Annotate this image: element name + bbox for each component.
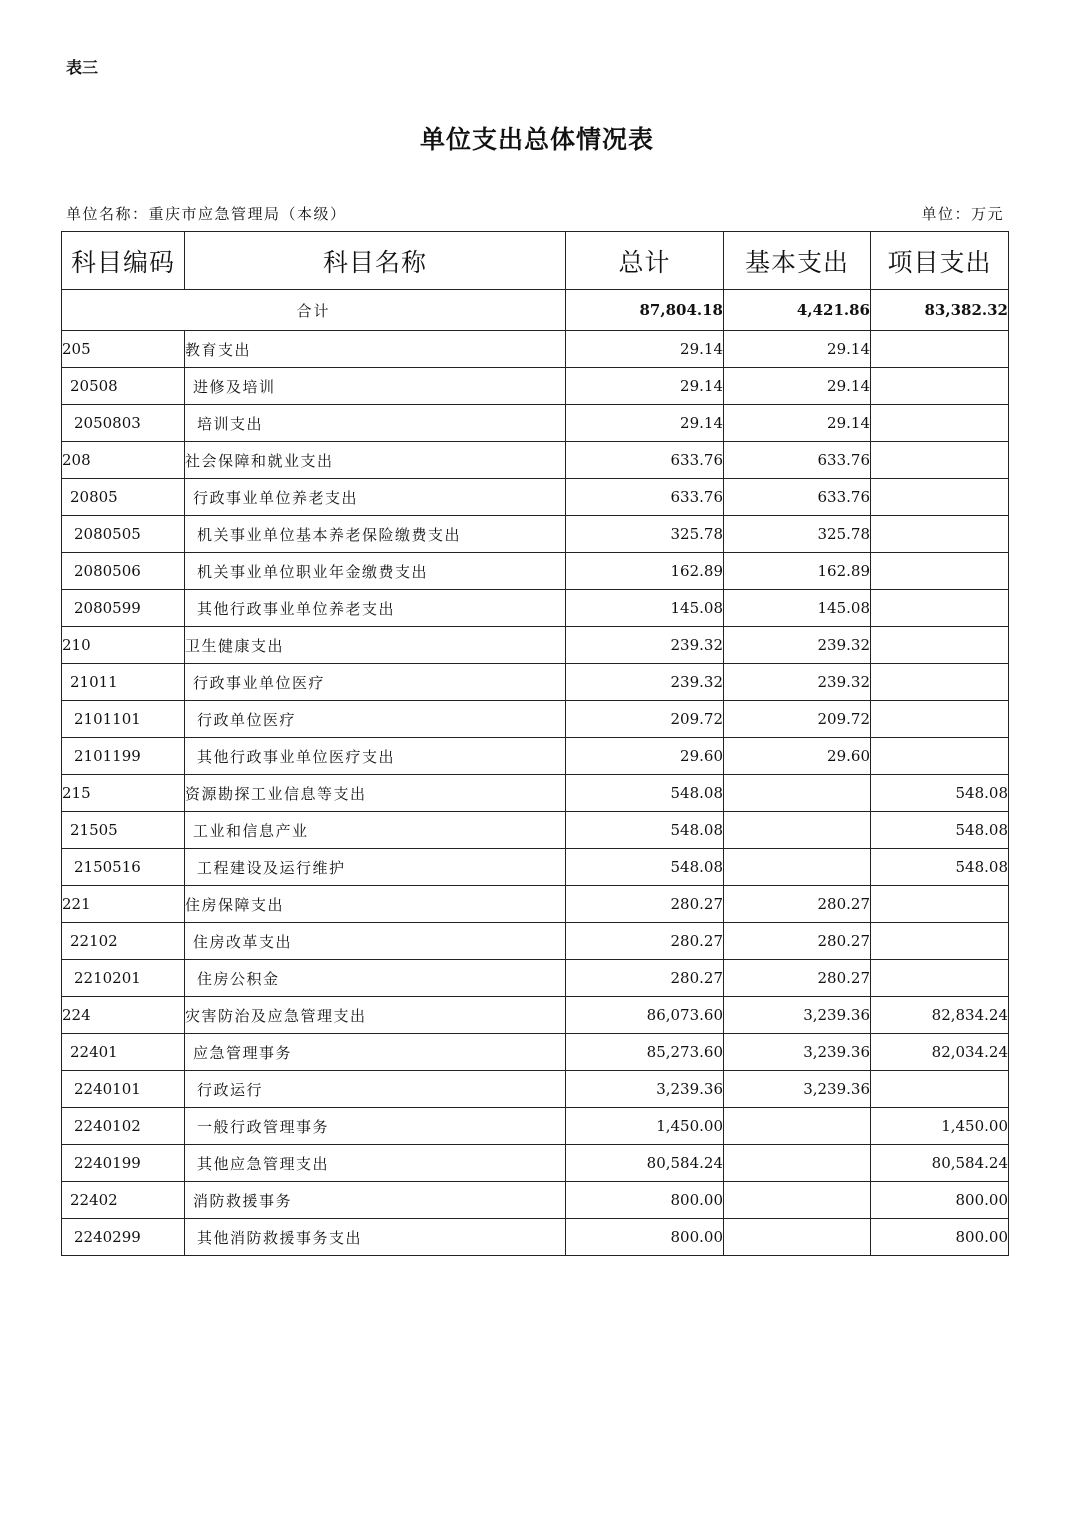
table-row [62,886,1009,923]
row-total: 548.08 [566,849,724,886]
table-row [62,738,1009,775]
row-total: 548.08 [566,812,724,849]
total-row [62,290,1009,331]
row-code: 221 [62,886,185,923]
row-total: 633.76 [566,479,724,516]
row-name: 应急管理事务 [185,1034,566,1071]
table-row [62,479,1009,516]
row-total: 29.60 [566,738,724,775]
table-row [62,1145,1009,1182]
column-header-code: 科目编码 [62,232,185,290]
row-total: 29.14 [566,405,724,442]
table-row [62,775,1009,812]
row-name: 行政单位医疗 [185,701,566,738]
row-code: 22401 [62,1034,185,1071]
row-name: 住房改革支出 [185,923,566,960]
row-basic: 280.27 [724,923,871,960]
row-basic: 162.89 [724,553,871,590]
row-name: 行政事业单位医疗 [185,664,566,701]
row-basic: 3,239.36 [724,997,871,1034]
row-total: 86,073.60 [566,997,724,1034]
row-name: 其他消防救援事务支出 [185,1219,566,1256]
row-basic: 29.14 [724,405,871,442]
row-code: 22402 [62,1182,185,1219]
row-project [871,479,1009,516]
row-code: 2240101 [62,1071,185,1108]
row-total: 29.14 [566,331,724,368]
table-row [62,442,1009,479]
row-code: 208 [62,442,185,479]
row-project: 548.08 [871,849,1009,886]
row-code: 2210201 [62,960,185,997]
table-row [62,590,1009,627]
row-basic: 239.32 [724,627,871,664]
row-basic: 325.78 [724,516,871,553]
row-basic: 3,239.36 [724,1071,871,1108]
row-basic: 280.27 [724,886,871,923]
table-row [62,664,1009,701]
table-row [62,553,1009,590]
row-project [871,553,1009,590]
row-name: 消防救援事务 [185,1182,566,1219]
row-project [871,442,1009,479]
row-total: 239.32 [566,664,724,701]
row-project [871,516,1009,553]
row-code: 2080599 [62,590,185,627]
row-name: 住房保障支出 [185,886,566,923]
row-basic: 209.72 [724,701,871,738]
table-row [62,368,1009,405]
row-basic: 29.60 [724,738,871,775]
row-name: 社会保障和就业支出 [185,442,566,479]
row-code: 2050803 [62,405,185,442]
row-project: 82,834.24 [871,997,1009,1034]
table-row [62,1219,1009,1256]
row-project [871,368,1009,405]
table-body [62,331,1009,1256]
table-label: 表三 [66,58,99,77]
row-basic: 29.14 [724,331,871,368]
row-code: 2101101 [62,701,185,738]
row-total: 3,239.36 [566,1071,724,1108]
row-code: 20508 [62,368,185,405]
row-total: 800.00 [566,1219,724,1256]
row-code: 2080505 [62,516,185,553]
row-project [871,627,1009,664]
row-code: 215 [62,775,185,812]
row-code: 20805 [62,479,185,516]
row-project: 800.00 [871,1182,1009,1219]
row-name: 工业和信息产业 [185,812,566,849]
total-basic: 4,421.86 [724,290,871,331]
table-row [62,1108,1009,1145]
row-basic [724,849,871,886]
row-code: 2240199 [62,1145,185,1182]
row-name: 机关事业单位基本养老保险缴费支出 [185,516,566,553]
table-row [62,627,1009,664]
row-total: 548.08 [566,775,724,812]
column-header-project: 项目支出 [871,232,1009,290]
row-basic: 145.08 [724,590,871,627]
row-name: 灾害防治及应急管理支出 [185,997,566,1034]
row-code: 22102 [62,923,185,960]
row-code: 2240299 [62,1219,185,1256]
row-total: 280.27 [566,923,724,960]
unit-name: 单位名称：重庆市应急管理局（本级） [66,205,347,223]
row-total: 85,273.60 [566,1034,724,1071]
table-row [62,701,1009,738]
row-code: 224 [62,997,185,1034]
row-name: 资源勘探工业信息等支出 [185,775,566,812]
row-name: 其他应急管理支出 [185,1145,566,1182]
row-code: 2150516 [62,849,185,886]
row-basic [724,1108,871,1145]
row-project [871,590,1009,627]
row-name: 行政事业单位养老支出 [185,479,566,516]
table-row [62,997,1009,1034]
row-project [871,405,1009,442]
row-project [871,331,1009,368]
row-code: 21011 [62,664,185,701]
total-label: 合计 [62,290,566,331]
row-name: 培训支出 [185,405,566,442]
row-code: 2101199 [62,738,185,775]
row-basic: 280.27 [724,960,871,997]
row-basic: 633.76 [724,479,871,516]
row-name: 卫生健康支出 [185,627,566,664]
row-total: 29.14 [566,368,724,405]
row-total: 325.78 [566,516,724,553]
row-total: 145.08 [566,590,724,627]
row-total: 80,584.24 [566,1145,724,1182]
row-code: 210 [62,627,185,664]
table-row [62,1071,1009,1108]
row-name: 进修及培训 [185,368,566,405]
row-basic [724,1145,871,1182]
table-row [62,923,1009,960]
table-row [62,1034,1009,1071]
total-total: 87,804.18 [566,290,724,331]
row-basic [724,812,871,849]
table-row [62,960,1009,997]
row-total: 209.72 [566,701,724,738]
row-total: 280.27 [566,886,724,923]
total-project: 83,382.32 [871,290,1009,331]
column-header-total: 总计 [566,232,724,290]
row-name: 住房公积金 [185,960,566,997]
row-total: 162.89 [566,553,724,590]
row-project [871,960,1009,997]
row-basic: 239.32 [724,664,871,701]
row-project [871,738,1009,775]
row-name: 工程建设及运行维护 [185,849,566,886]
row-total: 633.76 [566,442,724,479]
table-row [62,812,1009,849]
table-row [62,405,1009,442]
row-project: 80,584.24 [871,1145,1009,1182]
table-row [62,331,1009,368]
table-row [62,516,1009,553]
row-total: 1,450.00 [566,1108,724,1145]
row-project: 548.08 [871,775,1009,812]
row-name: 一般行政管理事务 [185,1108,566,1145]
row-basic: 3,239.36 [724,1034,871,1071]
row-name: 其他行政事业单位医疗支出 [185,738,566,775]
row-basic [724,1182,871,1219]
column-header-basic: 基本支出 [724,232,871,290]
row-total: 800.00 [566,1182,724,1219]
column-header-name: 科目名称 [185,232,566,290]
row-project: 548.08 [871,812,1009,849]
row-name: 行政运行 [185,1071,566,1108]
row-project [871,701,1009,738]
row-project: 800.00 [871,1219,1009,1256]
header-row [62,232,1009,290]
row-basic [724,1219,871,1256]
row-project [871,1071,1009,1108]
row-project: 1,450.00 [871,1108,1009,1145]
row-basic [724,775,871,812]
row-name: 其他行政事业单位养老支出 [185,590,566,627]
row-basic: 633.76 [724,442,871,479]
row-project: 82,034.24 [871,1034,1009,1071]
page-title: 单位支出总体情况表 [419,125,654,154]
unit-label: 单位：万元 [921,205,1004,223]
row-code: 2080506 [62,553,185,590]
row-code: 205 [62,331,185,368]
expenditure-table [61,231,1009,1256]
table-row [62,849,1009,886]
row-basic: 29.14 [724,368,871,405]
row-code: 2240102 [62,1108,185,1145]
row-total: 280.27 [566,960,724,997]
row-name: 教育支出 [185,331,566,368]
row-total: 239.32 [566,627,724,664]
row-code: 21505 [62,812,185,849]
row-project [871,664,1009,701]
table-row [62,1182,1009,1219]
row-project [871,923,1009,960]
row-project [871,886,1009,923]
row-name: 机关事业单位职业年金缴费支出 [185,553,566,590]
